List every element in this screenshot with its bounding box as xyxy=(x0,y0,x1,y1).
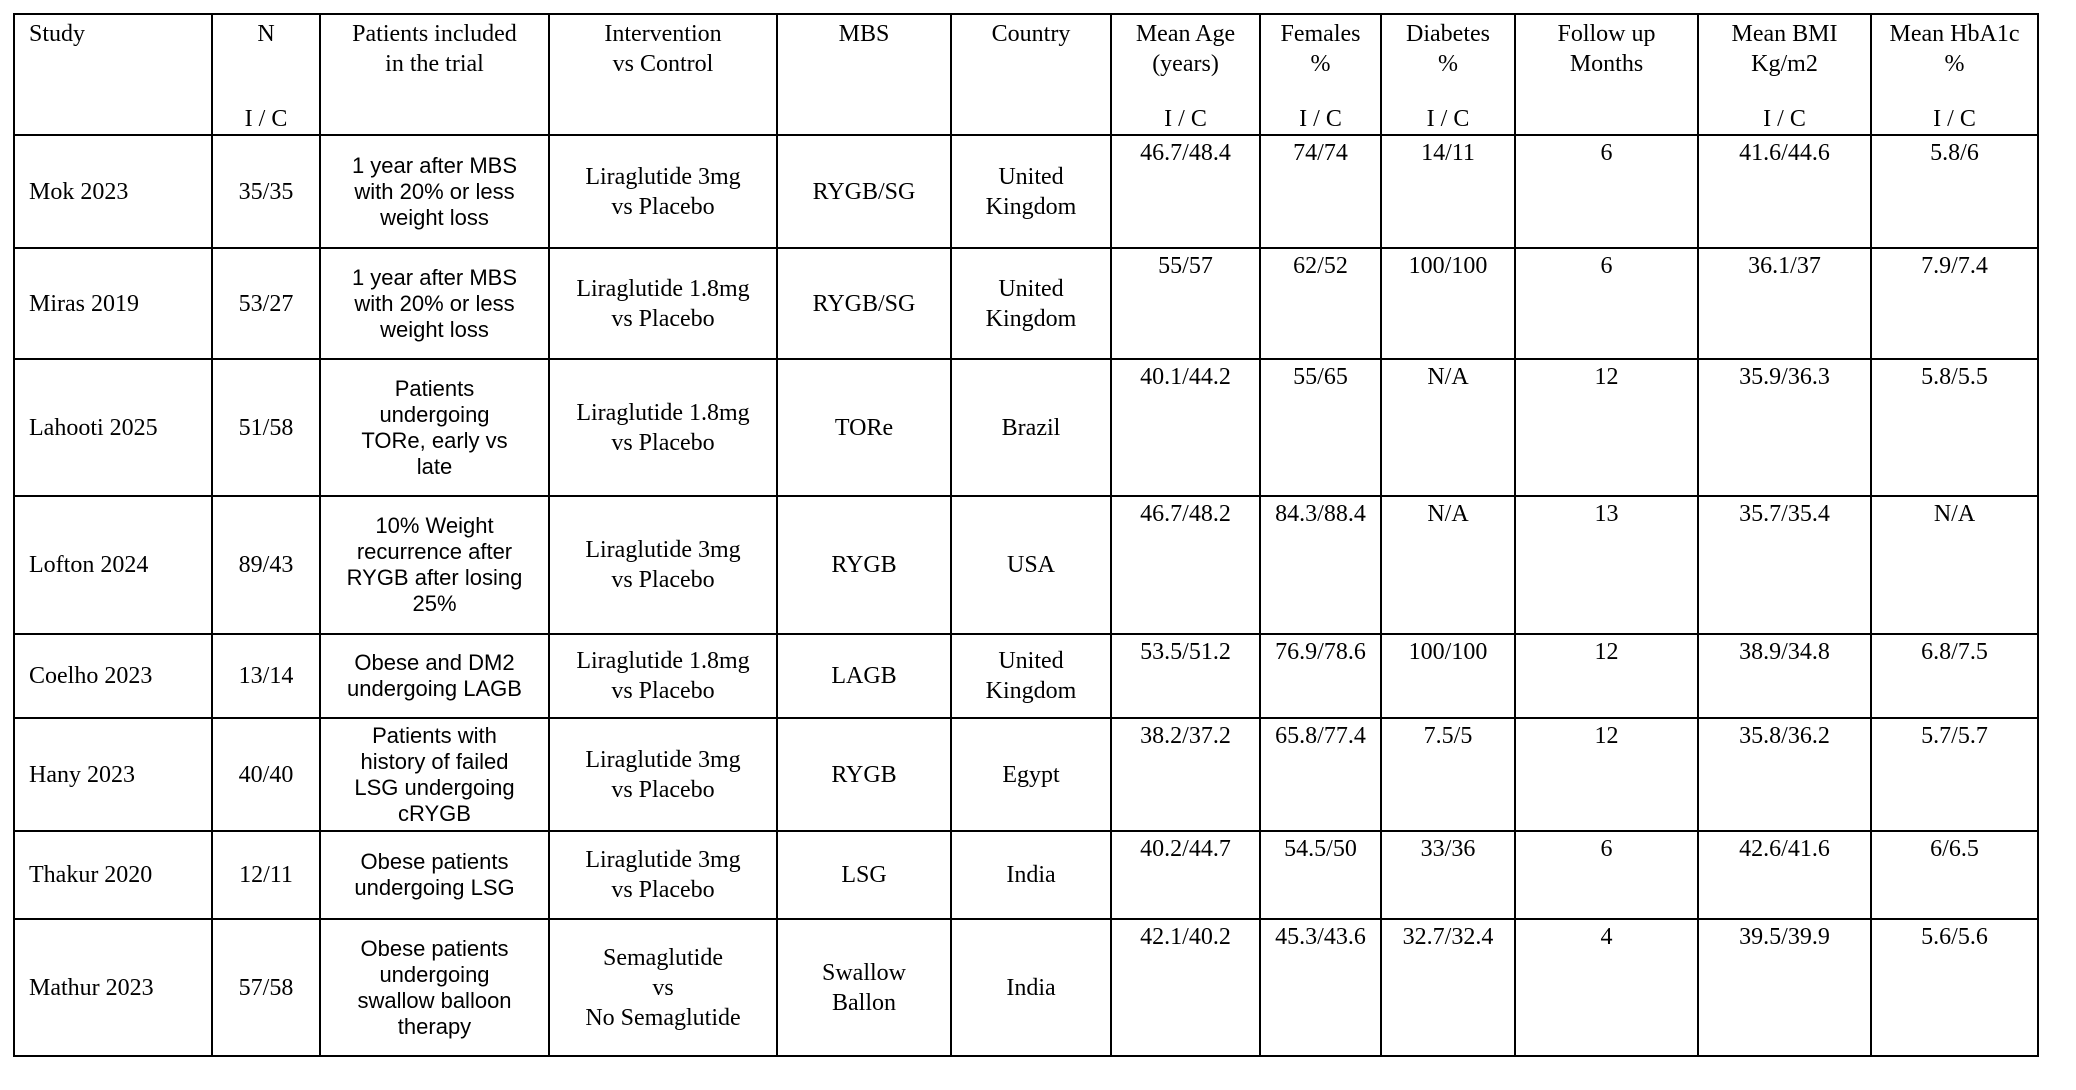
cell-diabetes: 33/36 xyxy=(1381,831,1515,919)
cell-country-line: United xyxy=(998,648,1064,674)
header-study: Study xyxy=(14,14,212,135)
cell-mbs xyxy=(777,831,951,919)
cell-study: Mok 2023 xyxy=(14,135,212,248)
cell-patients-line: undergoing xyxy=(379,961,490,987)
cell-country-line: Brazil xyxy=(1001,414,1061,441)
cell-patients-line: undergoing LAGB xyxy=(347,676,522,701)
cell-diabetes: 32.7/32.4 xyxy=(1381,919,1515,1056)
table-row xyxy=(14,248,2038,359)
cell-patients-line: Obese patients xyxy=(360,935,509,961)
cell-intervention xyxy=(549,831,777,919)
cell-followup: 12 xyxy=(1515,634,1698,718)
header-age-sub: I / C xyxy=(1164,106,1207,132)
cell-country-line: United xyxy=(998,163,1064,190)
cell-bmi: 35.7/35.4 xyxy=(1698,496,1871,634)
table-body xyxy=(14,135,2038,1056)
cell-patients xyxy=(320,135,549,248)
cell-patients xyxy=(320,359,549,496)
cell-patients xyxy=(320,248,549,359)
cell-patients-line: cRYGB xyxy=(398,800,471,826)
cell-intervention-line: vs xyxy=(652,974,674,1001)
cell-intervention-line: Liraglutide 3mg xyxy=(585,537,741,563)
cell-patients-line: history of failed xyxy=(360,748,509,774)
cell-intervention xyxy=(549,718,777,831)
header-n: N I / C xyxy=(212,14,320,135)
cell-followup: 12 xyxy=(1515,718,1698,831)
cell-patients-line: 25% xyxy=(412,591,457,616)
cell-patients-line: Patients xyxy=(394,375,475,401)
cell-country xyxy=(951,248,1111,359)
cell-females: 45.3/43.6 xyxy=(1260,919,1381,1056)
cell-intervention xyxy=(549,919,777,1056)
cell-bmi: 38.9/34.8 xyxy=(1698,634,1871,718)
cell-study: Coelho 2023 xyxy=(14,634,212,718)
cell-patients xyxy=(320,718,549,831)
cell-patients-line: undergoing LSG xyxy=(354,875,515,900)
cell-patients-line: weight loss xyxy=(380,204,489,230)
cell-followup: 12 xyxy=(1515,359,1698,496)
cell-mbs-line: Ballon xyxy=(832,989,896,1016)
cell-intervention xyxy=(549,359,777,496)
cell-age: 40.1/44.2 xyxy=(1111,359,1260,496)
cell-mbs-line: TORe xyxy=(834,414,894,441)
cell-females: 54.5/50 xyxy=(1260,831,1381,919)
cell-country-line: Kingdom xyxy=(985,678,1077,704)
cell-intervention-line: Liraglutide 3mg xyxy=(585,847,741,873)
cell-bmi: 35.9/36.3 xyxy=(1698,359,1871,496)
cell-females: 65.8/77.4 xyxy=(1260,718,1381,831)
cell-females: 84.3/88.4 xyxy=(1260,496,1381,634)
cell-patients-line: late xyxy=(416,453,453,479)
cell-followup: 6 xyxy=(1515,135,1698,248)
cell-patients xyxy=(320,831,549,919)
cell-n: 35/35 xyxy=(212,135,320,248)
cell-mbs-line: RYGB xyxy=(831,761,897,788)
header-intervention: Intervention vs Control xyxy=(549,14,777,135)
cell-patients-line: Patients with xyxy=(372,722,497,748)
cell-mbs xyxy=(777,359,951,496)
cell-study: Lahooti 2025 xyxy=(14,359,212,496)
cell-mbs xyxy=(777,496,951,634)
cell-mbs-line: RYGB/SG xyxy=(812,290,916,317)
header-patients: Patients included in the trial xyxy=(320,14,549,135)
cell-bmi: 35.8/36.2 xyxy=(1698,718,1871,831)
cell-intervention-line: No Semaglutide xyxy=(585,1004,741,1031)
cell-country-line: Egypt xyxy=(1002,761,1060,788)
cell-patients xyxy=(320,919,549,1056)
cell-patients-line: LSG undergoing xyxy=(354,774,515,800)
cell-patients-line: 1 year after MBS xyxy=(351,264,518,290)
cell-hba1c: N/A xyxy=(1871,496,2038,634)
cell-diabetes: N/A xyxy=(1381,496,1515,634)
cell-age: 42.1/40.2 xyxy=(1111,919,1260,1056)
header-followup: Follow up Months xyxy=(1515,14,1698,135)
table-row xyxy=(14,359,2038,496)
cell-mbs xyxy=(777,135,951,248)
cell-mbs-line: LSG xyxy=(841,862,887,888)
header-mbs: MBS xyxy=(777,14,951,135)
cell-mbs xyxy=(777,919,951,1056)
cell-intervention-line: Liraglutide 1.8mg xyxy=(576,275,750,302)
cell-patients-line: undergoing xyxy=(379,401,490,427)
cell-n: 53/27 xyxy=(212,248,320,359)
cell-hba1c: 6/6.5 xyxy=(1871,831,2038,919)
cell-patients-line: with 20% or less xyxy=(354,290,515,316)
header-females-sub: I / C xyxy=(1299,106,1342,132)
cell-hba1c: 7.9/7.4 xyxy=(1871,248,2038,359)
header-age: Mean Age (years) I / C xyxy=(1111,14,1260,135)
cell-hba1c: 5.8/5.5 xyxy=(1871,359,2038,496)
cell-females: 62/52 xyxy=(1260,248,1381,359)
cell-age: 46.7/48.2 xyxy=(1111,496,1260,634)
cell-patients-line: therapy xyxy=(397,1013,472,1039)
cell-intervention xyxy=(549,135,777,248)
cell-n: 40/40 xyxy=(212,718,320,831)
cell-bmi: 42.6/41.6 xyxy=(1698,831,1871,919)
cell-patients xyxy=(320,634,549,718)
header-country: Country xyxy=(951,14,1111,135)
cell-country xyxy=(951,919,1111,1056)
cell-intervention-line: Liraglutide 1.8mg xyxy=(576,399,750,426)
cell-intervention-line: Liraglutide 3mg xyxy=(585,163,741,190)
cell-intervention-line: vs Placebo xyxy=(611,567,715,593)
header-diabetes: Diabetes % I / C xyxy=(1381,14,1515,135)
cell-patients-line: Obese and DM2 xyxy=(354,650,515,675)
header-females: Females % I / C xyxy=(1260,14,1381,135)
cell-patients-line: with 20% or less xyxy=(354,178,515,204)
header-hba1c: Mean HbA1c % I / C xyxy=(1871,14,2038,135)
cell-mbs xyxy=(777,248,951,359)
cell-intervention xyxy=(549,248,777,359)
cell-followup: 4 xyxy=(1515,919,1698,1056)
cell-patients-line: weight loss xyxy=(380,316,489,342)
cell-country xyxy=(951,831,1111,919)
cell-country xyxy=(951,496,1111,634)
cell-mbs xyxy=(777,634,951,718)
cell-followup: 13 xyxy=(1515,496,1698,634)
cell-patients-line: 1 year after MBS xyxy=(351,152,518,178)
cell-intervention xyxy=(549,634,777,718)
cell-females: 55/65 xyxy=(1260,359,1381,496)
cell-country-line: USA xyxy=(1006,552,1055,578)
cell-country-line: United xyxy=(998,275,1064,302)
cell-hba1c: 5.7/5.7 xyxy=(1871,718,2038,831)
cell-country-line: India xyxy=(1006,862,1056,888)
cell-intervention-line: vs Placebo xyxy=(611,678,715,704)
cell-intervention-line: vs Placebo xyxy=(611,776,715,803)
cell-country-line: India xyxy=(1006,974,1056,1001)
cell-study: Miras 2019 xyxy=(14,248,212,359)
cell-patients-line: recurrence after xyxy=(356,539,513,564)
cell-hba1c: 5.6/5.6 xyxy=(1871,919,2038,1056)
cell-intervention-line: vs Placebo xyxy=(611,193,715,220)
cell-bmi: 39.5/39.9 xyxy=(1698,919,1871,1056)
cell-diabetes: 100/100 xyxy=(1381,634,1515,718)
cell-intervention xyxy=(549,496,777,634)
cell-followup: 6 xyxy=(1515,248,1698,359)
cell-intervention-line: Liraglutide 1.8mg xyxy=(576,648,750,674)
cell-patients-line: RYGB after losing xyxy=(346,565,523,590)
table-row xyxy=(14,718,2038,831)
cell-country-line: Kingdom xyxy=(985,193,1077,220)
cell-intervention-line: Liraglutide 3mg xyxy=(585,746,741,773)
cell-country xyxy=(951,718,1111,831)
cell-n: 51/58 xyxy=(212,359,320,496)
cell-mbs-line: RYGB xyxy=(831,552,897,578)
cell-intervention-line: vs Placebo xyxy=(611,877,715,903)
cell-intervention-line: vs Placebo xyxy=(611,429,715,456)
cell-study: Mathur 2023 xyxy=(14,919,212,1056)
cell-diabetes: 14/11 xyxy=(1381,135,1515,248)
cell-mbs xyxy=(777,718,951,831)
header-bmi: Mean BMI Kg/m2 I / C xyxy=(1698,14,1871,135)
cell-n: 57/58 xyxy=(212,919,320,1056)
cell-bmi: 36.1/37 xyxy=(1698,248,1871,359)
cell-age: 40.2/44.7 xyxy=(1111,831,1260,919)
cell-patients-line: swallow balloon xyxy=(357,987,512,1013)
cell-patients-line: 10% Weight xyxy=(375,513,494,538)
table-row xyxy=(14,496,2038,634)
cell-followup: 6 xyxy=(1515,831,1698,919)
cell-n: 13/14 xyxy=(212,634,320,718)
cell-patients-line: Obese patients xyxy=(360,849,509,874)
cell-mbs-line: LAGB xyxy=(831,663,897,689)
cell-females: 76.9/78.6 xyxy=(1260,634,1381,718)
cell-intervention-line: vs Placebo xyxy=(611,305,715,332)
cell-age: 55/57 xyxy=(1111,248,1260,359)
cell-diabetes: N/A xyxy=(1381,359,1515,496)
study-characteristics-table-wrapper xyxy=(13,13,2039,1057)
cell-study: Hany 2023 xyxy=(14,718,212,831)
cell-n: 12/11 xyxy=(212,831,320,919)
header-diabetes-sub: I / C xyxy=(1426,106,1470,132)
cell-country-line: Kingdom xyxy=(985,305,1077,332)
cell-hba1c: 6.8/7.5 xyxy=(1871,634,2038,718)
cell-country xyxy=(951,135,1111,248)
table-row xyxy=(14,634,2038,718)
cell-age: 46.7/48.4 xyxy=(1111,135,1260,248)
cell-study: Lofton 2024 xyxy=(14,496,212,634)
cell-diabetes: 100/100 xyxy=(1381,248,1515,359)
cell-mbs-line: Swallow xyxy=(822,959,906,986)
cell-age: 53.5/51.2 xyxy=(1111,634,1260,718)
header-bmi-sub: I / C xyxy=(1763,106,1806,132)
cell-study: Thakur 2020 xyxy=(14,831,212,919)
table-row xyxy=(14,135,2038,248)
table-row xyxy=(14,831,2038,919)
table-row xyxy=(14,919,2038,1056)
cell-country xyxy=(951,634,1111,718)
header-n-sub: I / C xyxy=(244,106,288,132)
cell-intervention-line: Semaglutide xyxy=(603,944,723,971)
cell-bmi: 41.6/44.6 xyxy=(1698,135,1871,248)
cell-females: 74/74 xyxy=(1260,135,1381,248)
header-hba1c-sub: I / C xyxy=(1933,106,1976,132)
cell-patients xyxy=(320,496,549,634)
cell-diabetes: 7.5/5 xyxy=(1381,718,1515,831)
header-row xyxy=(14,14,2038,135)
study-characteristics-table xyxy=(13,13,2039,1057)
cell-n: 89/43 xyxy=(212,496,320,634)
cell-age: 38.2/37.2 xyxy=(1111,718,1260,831)
cell-mbs-line: RYGB/SG xyxy=(812,178,916,205)
cell-country xyxy=(951,359,1111,496)
cell-hba1c: 5.8/6 xyxy=(1871,135,2038,248)
cell-patients-line: TORe, early vs xyxy=(361,427,508,453)
